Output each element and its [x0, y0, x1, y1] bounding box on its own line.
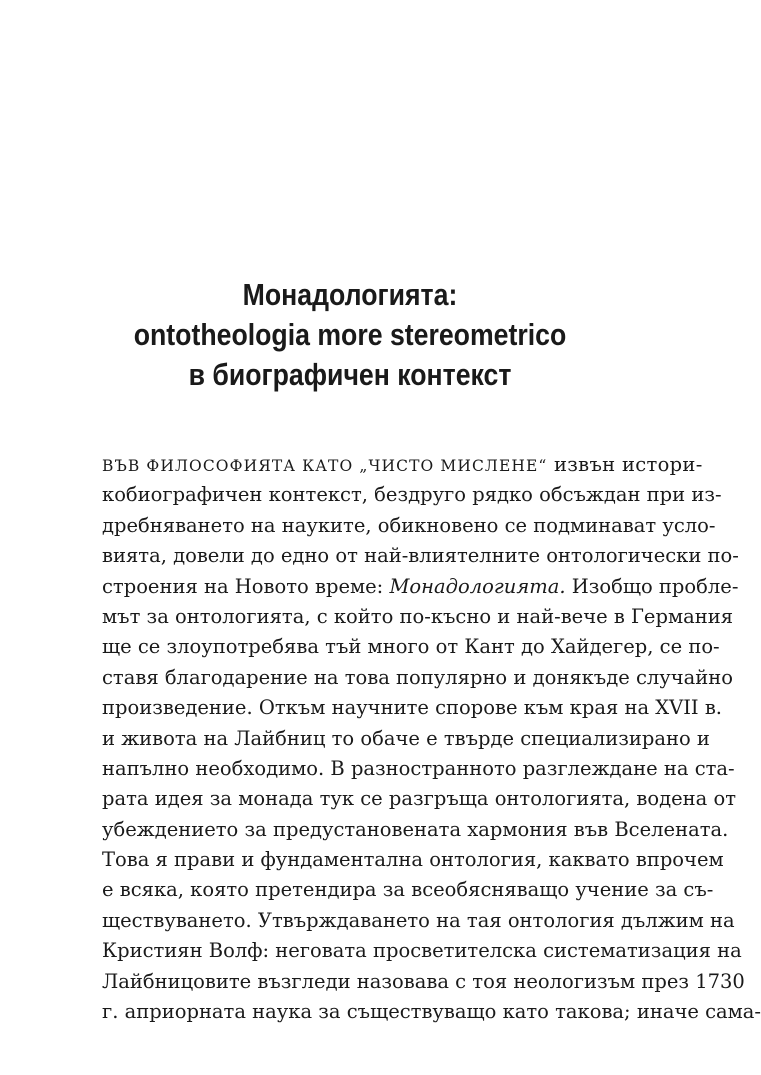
text-line: произведение. Откъм научните спорове към края на XVII в.: [102, 696, 723, 720]
text-line: ществуването. Утвърждаването на тая онтология дължим на: [102, 908, 735, 932]
text-line: г. априорната наука за съществуващо като такова; иначе сама-: [102, 1000, 761, 1024]
text-line: [102, 572, 739, 602]
text-fragment: Изобщо пробле-: [565, 574, 739, 598]
text-line: кобиографичен контекст, бездруго рядко обсъждан при из-: [102, 483, 722, 507]
text-fragment: строения на Новото време:: [102, 574, 390, 598]
text-line: напълно необходимо. В разностранното разглеждане на ста-: [102, 756, 735, 780]
italic-title-reference: Монадологията.: [389, 574, 566, 598]
text-line: Това я прави и фундаментална онтология, каквато впрочем: [102, 848, 724, 872]
text-line: е всяка, която претендира за всеобясняващо учение за съ-: [102, 878, 714, 902]
chapter-title-line-2: ontotheologia more stereometrico: [133, 317, 567, 352]
text-line: мът за онтологията, с който по-късно и най-вече в Германия: [102, 604, 734, 628]
chapter-title: [49, 275, 651, 395]
text-fragment: извън истори-: [547, 453, 703, 476]
text-line: и живота на Лайбниц то обаче е твърде специализирано и: [102, 726, 710, 750]
body-paragraph: [102, 450, 761, 1027]
text-line: Лайбницовите възгледи назовава с тоя неологизъм през 1730: [102, 969, 745, 993]
text-line: рата идея за монада тук се разгръща онтологията, водена от: [102, 787, 737, 811]
text-line: дребняването на науките, обикновено се подминават усло-: [102, 513, 716, 537]
chapter-title-line-3: в биографичен контекст: [188, 357, 512, 392]
text-line: Кристиян Волф: неговата просветителска систематизация на: [102, 939, 742, 963]
lead-in-small-caps: ВЪВ ФИЛОСОФИЯТА КАТО „ЧИСТО МИСЛЕНЕ“: [102, 457, 548, 475]
text-line: убеждението за предустановената хармония във Вселената.: [102, 817, 729, 841]
text-line: ставя благодарение на това популярно и донякъде случайно: [102, 665, 733, 689]
text-line: вията, довели до едно от най-влиятелните онтологически по-: [102, 544, 739, 568]
text-line: [102, 450, 703, 480]
text-line: ще се злоупотребява тъй много от Кант до Хайдегер, се по-: [102, 635, 720, 659]
chapter-title-line-1: Монадологията:: [242, 277, 458, 312]
